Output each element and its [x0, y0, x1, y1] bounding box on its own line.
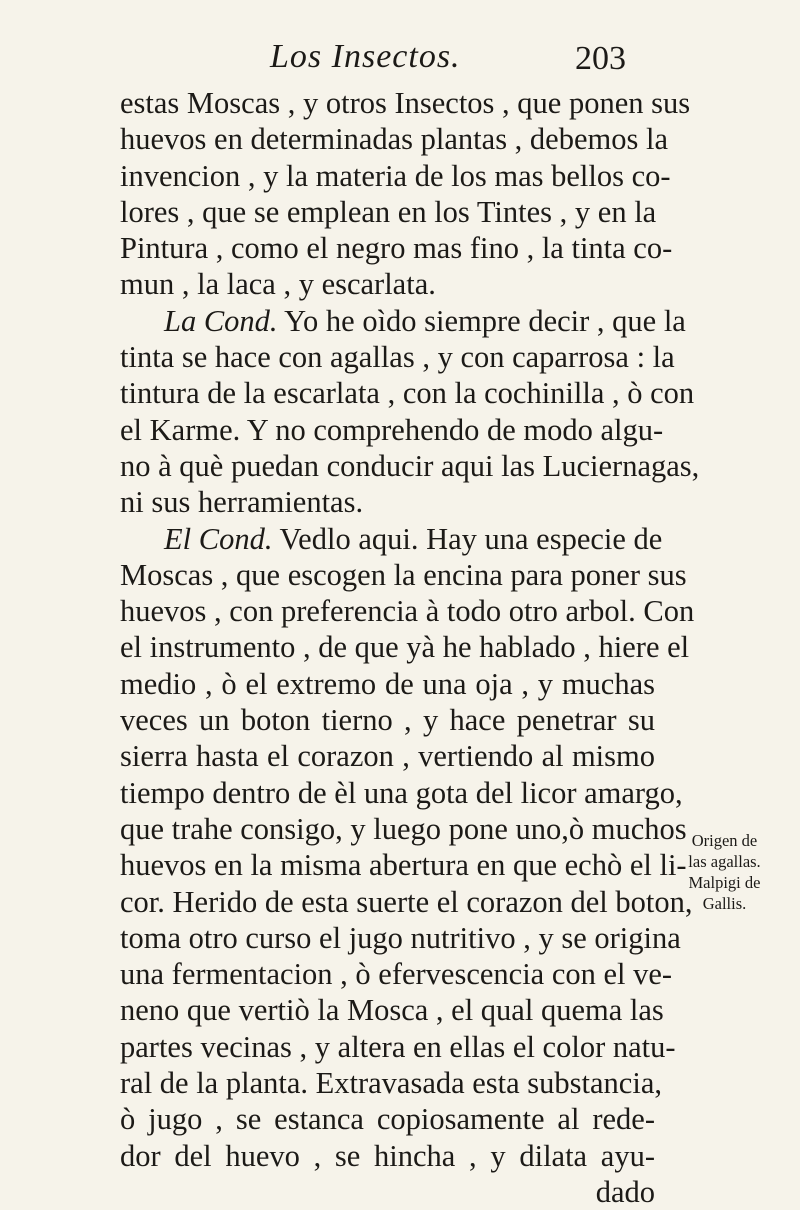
text-line: cor. Herido de esta suerte el corazon del boton, [120, 884, 693, 919]
text-line: dor del huevo , se hincha , y dilata ayu- [120, 1138, 655, 1173]
text-line: tiempo dentro de èl una gota del licor amargo, [120, 775, 683, 810]
text-line: ni sus herramientas. [120, 485, 364, 520]
text-line: Moscas , que escogen la encina para poner sus [120, 557, 687, 592]
text-line: Pintura , como el negro mas fino , la tinta co- [120, 231, 673, 266]
text-line: tintura de la escarlata , con la cochinilla , ò con [120, 376, 695, 411]
text-line: estas Moscas , y otros Insectos , que ponen sus [120, 86, 691, 120]
text-line: huevos , con preferencia à todo otro arbol. Con [120, 594, 695, 629]
text-line: Yo he oìdo siempre decir , que la [284, 303, 686, 338]
dialogue-line [120, 303, 686, 339]
speaker-name: El Cond. [164, 521, 273, 556]
text-line: mun , la laca , y escarlata. [120, 267, 436, 302]
margin-note-line: Malpigi de [688, 873, 761, 892]
margin-note-line: Gallis. [702, 894, 747, 913]
text-line: sierra hasta el corazon , vertiendo al mismo [120, 739, 655, 774]
text-line: Vedlo aqui. Hay una especie de [279, 521, 663, 556]
speaker-name: La Cond. [164, 303, 278, 338]
text-line: una fermentacion , ò efervescencia con el ve- [120, 957, 673, 992]
text-line: toma otro curso el jugo nutritivo , y se origina [120, 920, 681, 955]
text-line: ò jugo , se estanca copiosamente al rede- [120, 1102, 655, 1137]
text-line: partes vecinas , y altera en ellas el color natu- [120, 1029, 676, 1064]
text-line: el Karme. Y no comprehendo de modo algu- [120, 412, 664, 447]
running-title: Los Insectos. [270, 38, 461, 75]
text-line: medio , ò el extremo de una oja , y muchas [120, 666, 655, 701]
dialogue-line [120, 521, 663, 557]
page-number: 203 [575, 40, 626, 77]
text-line: huevos en determinadas plantas , debemos la [120, 122, 668, 157]
text-line: ral de la planta. Extravasada esta substancia, [120, 1066, 662, 1101]
margin-note [667, 830, 782, 914]
text-line: no à què puedan conducir aqui las Luciernagas, [120, 448, 700, 483]
text-line: lores , que se emplean en los Tintes , y en la [120, 194, 657, 229]
text-line: tinta se hace con agallas , y con caparrosa : la [120, 340, 675, 375]
catchword: dado [595, 1174, 655, 1209]
margin-note-line: las agallas. [688, 852, 761, 871]
margin-note-line: Origen de [691, 831, 758, 850]
text-line: huevos en la misma abertura en que echò el li- [120, 848, 687, 883]
body-text [120, 85, 700, 1210]
text-line: neno que vertiò la Mosca , el qual quema las [120, 993, 664, 1028]
text-line: invencion , y la materia de los mas bellos co- [120, 158, 671, 193]
text-line: el instrumento , de que yà he hablado , hiere el [120, 630, 690, 665]
text-line: que trahe consigo, y luego pone uno,ò muchos [120, 811, 687, 846]
text-line: veces un boton tierno , y hace penetrar su [120, 703, 655, 738]
